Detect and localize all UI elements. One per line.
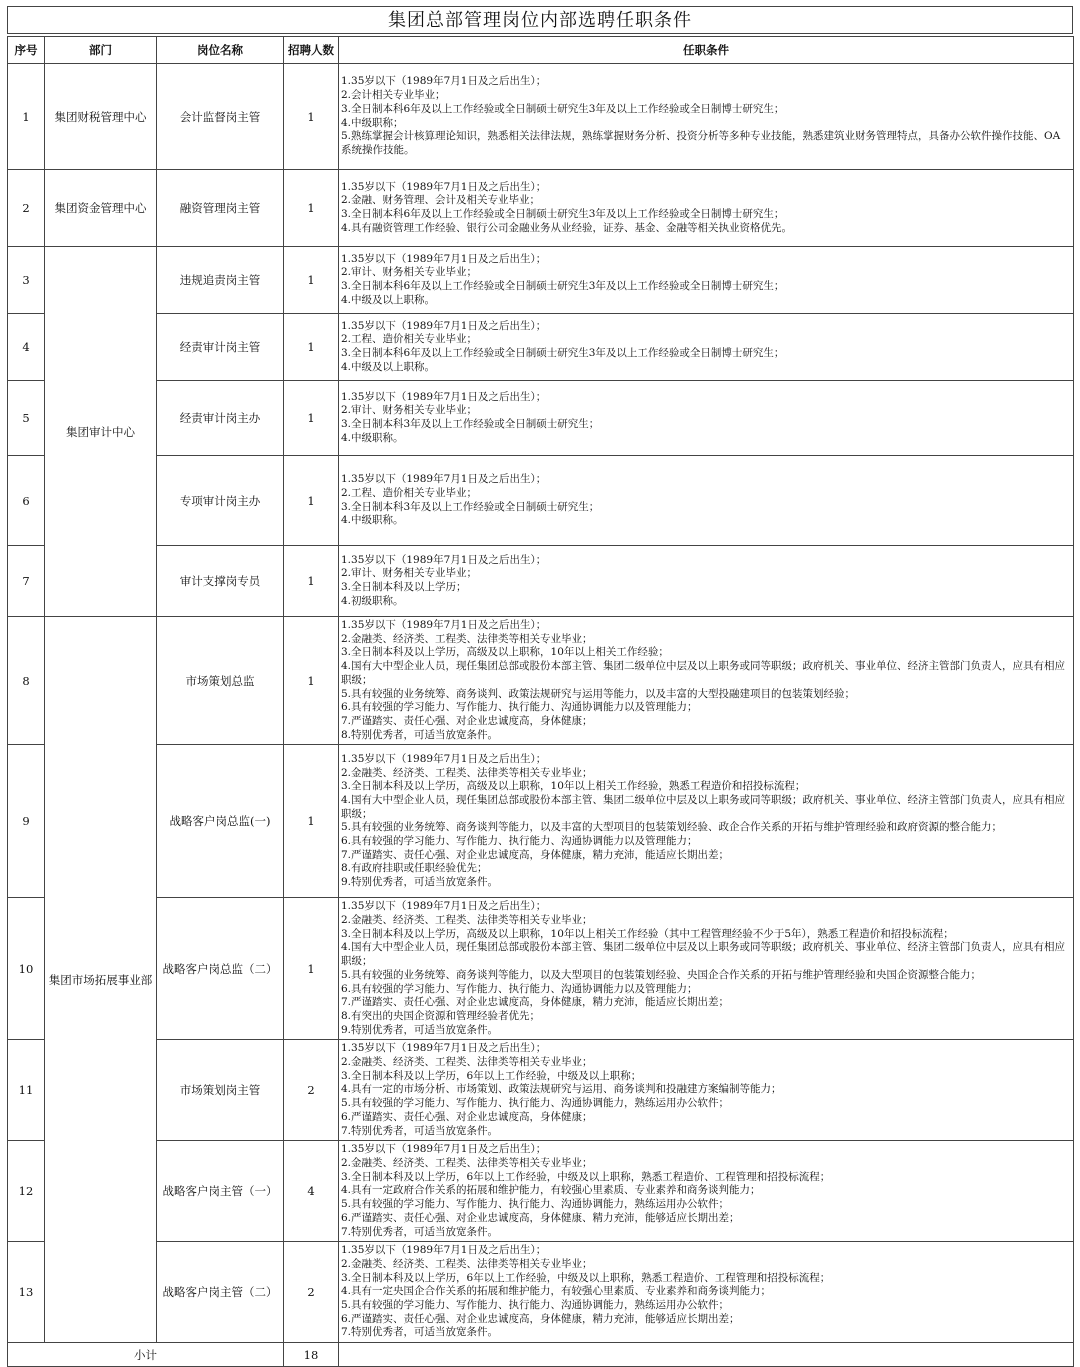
requirement-line: 3.全日制本科3年及以上工作经验或全日制硕士研究生； (341, 418, 600, 430)
requirements-cell (339, 1141, 1074, 1242)
requirement-line: 1.35岁以下（1989年7月1日及之后出生）； (341, 180, 547, 193)
requirement-line: 2.金融类、经济类、工程类、法律类等相关专业毕业； (341, 632, 593, 645)
requirement-line: 1.35岁以下（1989年7月1日及之后出生）； (341, 319, 547, 332)
requirements-cell (339, 898, 1074, 1040)
requirements-cell (339, 170, 1074, 247)
header-department: 部门 (45, 37, 157, 64)
requirement-line: 7.特别优秀者，可适当放宽条件。 (341, 1124, 499, 1137)
requirement-line: 4.中级及以上职称。 (341, 293, 436, 306)
requirement-line: 8.特别优秀者，可适当放宽条件。 (341, 728, 499, 741)
requirement-line: 7.严谨踏实、责任心强、对企业忠诚度高，身体健康，精力充沛，能适应长期出差； (341, 996, 730, 1009)
subtotal-row (8, 1343, 1074, 1367)
department-cell: 集团审计中心 (45, 247, 157, 617)
position-cell: 经责审计岗主办 (157, 381, 284, 456)
position-cell: 战略客户岗总监(一) (157, 745, 284, 898)
requirement-line: 3.全日制本科及以上学历； (341, 581, 467, 593)
position-cell: 市场策划总监 (157, 617, 284, 745)
table-row (8, 314, 1074, 381)
table-row (8, 247, 1074, 314)
requirements-cell (339, 1242, 1074, 1343)
requirement-line: 3.全日制本科及以上学历，6年以上工作经验，中级及以上职称，熟悉工程造价、工程管理和招投标流程； (341, 1170, 831, 1183)
requirement-line: 5.具有较强的业务统筹、商务谈判等能力，以及大型项目的包装策划经验、央国企合作关系的开拓与维护管理经验和央国企资源整合能力； (341, 968, 982, 981)
subtotal-empty (339, 1343, 1074, 1367)
requirement-line: 2.审计、财务相关专业毕业； (341, 266, 478, 279)
header-position: 岗位名称 (157, 37, 284, 64)
requirement-line: 9.特别优秀者，可适当放宽条件。 (341, 1023, 499, 1036)
row-index: 10 (8, 898, 45, 1040)
requirements-cell (339, 381, 1074, 456)
requirement-line: 5.具有较强的业务统筹、商务谈判、政策法规研究与运用等能力，以及丰富的大型投融建项目的包装策划经验； (341, 687, 856, 700)
headcount-cell: 1 (284, 64, 339, 170)
position-cell: 战略客户岗主管（二） (157, 1242, 284, 1343)
row-index: 12 (8, 1141, 45, 1242)
table-row (8, 1040, 1074, 1141)
requirement-line: 8.有突出的央国企资源和管理经验者优先； (341, 1009, 541, 1022)
requirement-line: 4.中级及以上职称。 (341, 360, 436, 373)
position-cell: 融资管理岗主管 (157, 170, 284, 247)
position-cell: 市场策划岗主管 (157, 1040, 284, 1141)
requirement-line: 2.金融、财务管理、会计及相关专业毕业； (341, 194, 541, 207)
requirement-line: 2.金融类、经济类、工程类、法律类等相关专业毕业； (341, 766, 593, 779)
position-cell: 审计支撑岗专员 (157, 546, 284, 617)
requirement-line: 4.具有一定央国企合作关系的拓展和维护能力，有较强心里素质、专业素养和商务谈判能力； (341, 1285, 772, 1298)
requirement-line: 2.工程、造价相关专业毕业； (341, 486, 478, 499)
table-row (8, 456, 1074, 546)
requirement-line: 4.具有一定的市场分析、市场策划、政策法规研究与运用、商务谈判和投融建方案编制等能力； (341, 1083, 782, 1096)
requirement-line: 3.全日制本科及以上学历，高级及以上职称，10年以上相关工作经验（其中工程管理经验不少于5年），熟悉工程造价和招投标流程； (341, 927, 954, 940)
requirement-line: 7.严谨踏实、责任心强、对企业忠诚度高，身体健康； (341, 714, 593, 727)
requirement-line: 2.工程、造价相关专业毕业； (341, 333, 478, 346)
row-index: 4 (8, 314, 45, 381)
table-row (8, 546, 1074, 617)
headcount-cell: 1 (284, 314, 339, 381)
headcount-cell: 1 (284, 381, 339, 456)
table-row (8, 64, 1074, 170)
requirement-line: 3.全日制本科6年及以上工作经验或全日制硕士研究生3年及以上工作经验或全日制博士研究生； (341, 280, 785, 292)
table-row (8, 745, 1074, 898)
requirements-cell (339, 546, 1074, 617)
row-index: 2 (8, 170, 45, 247)
table-row (8, 898, 1074, 1040)
requirements-cell (339, 64, 1074, 170)
table-row (8, 617, 1074, 745)
requirement-line: 4.具有一定政府合作关系的拓展和维护能力，有较强心里素质、专业素养和商务谈判能力； (341, 1184, 761, 1197)
requirement-line: 6.具有较强的学习能力、写作能力、执行能力、沟通协调能力以及管理能力； (341, 835, 698, 848)
table-row (8, 1242, 1074, 1343)
requirements-cell (339, 314, 1074, 381)
header-headcount: 招聘人数 (284, 37, 339, 64)
row-index: 3 (8, 247, 45, 314)
requirement-line: 3.全日制本科3年及以上工作经验或全日制硕士研究生； (341, 500, 600, 513)
requirement-line: 1.35岁以下（1989年7月1日及之后出生）； (341, 473, 547, 486)
position-cell: 违规追责岗主管 (157, 247, 284, 314)
requirement-line: 5.具有较强的学习能力、写作能力、执行能力、沟通协调能力，熟练运用办公软件； (341, 1097, 730, 1110)
department-cell: 集团财税管理中心 (45, 64, 157, 170)
requirement-line: 2.会计相关专业毕业； (341, 89, 446, 102)
requirement-line: 4.中级职称。 (341, 431, 404, 444)
requirement-line: 1.35岁以下（1989年7月1日及之后出生）； (341, 1244, 547, 1257)
requirement-line: 5.具有较强的学习能力、写作能力、执行能力、沟通协调能力，熟练运用办公软件； (341, 1198, 730, 1211)
requirement-line: 8.有政府挂职或任职经验优先； (341, 862, 488, 875)
department-cell: 集团市场拓展事业部 (45, 617, 157, 1343)
requirement-line: 4.国有大中型企业人员，现任集团总部或股份本部主管、集团二级单位中层及以上职务或同等职级；政府机关、事业单位、经济主管部门负责人，应具有相应职级； (341, 660, 1066, 686)
requirement-line: 4.初级职称。 (341, 594, 404, 607)
headcount-cell: 1 (284, 745, 339, 898)
requirement-line: 2.金融类、经济类、工程类、法律类等相关专业毕业； (341, 1257, 593, 1270)
requirements-table (7, 36, 1074, 1367)
requirement-line: 5.熟练掌握会计核算理论知识，熟悉相关法律法规，熟练掌握财务分析、投资分析等多种专业技能，熟悉建筑业财务管理特点，具备办公软件操作技能、OA系统操作技能。 (341, 130, 1061, 156)
requirement-line: 4.国有大中型企业人员，现任集团总部或股份本部主管、集团二级单位中层及以上职务或同等职级；政府机关、事业单位、经济主管部门负责人，应具有相应职级； (341, 941, 1066, 968)
requirement-line: 1.35岁以下（1989年7月1日及之后出生）； (341, 752, 547, 765)
requirement-line: 2.金融类、经济类、工程类、法律类等相关专业毕业； (341, 1056, 593, 1069)
requirements-cell (339, 745, 1074, 898)
requirement-line: 1.35岁以下（1989年7月1日及之后出生）； (341, 1042, 547, 1055)
requirement-line: 3.全日制本科及以上学历，高级及以上职称，10年以上相关工作经验； (341, 646, 669, 659)
requirements-cell (339, 247, 1074, 314)
sheet-title: 集团总部管理岗位内部选聘任职条件 (7, 6, 1073, 34)
header-index: 序号 (8, 37, 45, 64)
headcount-cell: 1 (284, 546, 339, 617)
requirement-line: 5.具有较强的业务统筹、商务谈判等能力，以及丰富的大型项目的包装策划经验、政企合作关系的开拓与维护管理经验和政府资源的整合能力； (341, 821, 1003, 834)
requirement-line: 6.严谨踏实、责任心强、对企业忠诚度高，身体健康； (341, 1110, 593, 1123)
requirement-line: 3.全日制本科6年及以上工作经验或全日制硕士研究生3年及以上工作经验或全日制博士研究生； (341, 102, 785, 115)
requirement-line: 4.国有大中型企业人员，现任集团总部或股份本部主管、集团二级单位中层及以上职务或同等职级；政府机关、事业单位、经济主管部门负责人，应具有相应职级； (341, 793, 1066, 820)
requirement-line: 2.审计、财务相关专业毕业； (341, 567, 478, 580)
headcount-cell: 1 (284, 617, 339, 745)
header-row (8, 37, 1074, 64)
requirement-line: 3.全日制本科6年及以上工作经验或全日制硕士研究生3年及以上工作经验或全日制博士研究生； (341, 347, 785, 359)
subtotal-count: 18 (284, 1343, 339, 1367)
requirement-line: 3.全日制本科及以上学历，高级及以上职称，10年以上相关工作经验，熟悉工程造价和招投标流程； (341, 780, 806, 793)
requirement-line: 6.严谨踏实、责任心强、对企业忠诚度高，身体健康，精力充沛，能够适应长期出差； (341, 1312, 740, 1325)
table-row (8, 1141, 1074, 1242)
requirement-line: 1.35岁以下（1989年7月1日及之后出生）； (341, 553, 547, 566)
table-row (8, 381, 1074, 456)
requirements-cell (339, 456, 1074, 546)
requirements-cell (339, 617, 1074, 745)
requirement-line: 3.全日制本科及以上学历，6年以上工作经验，中级及以上职称； (341, 1069, 642, 1082)
requirement-line: 6.具有较强的学习能力、写作能力、执行能力、沟通协调能力以及管理能力； (341, 701, 698, 714)
table-row (8, 170, 1074, 247)
requirement-line: 4.具有融资管理工作经验、银行公司金融业务从业经验，证券、基金、金融等相关执业资格优先。 (341, 221, 793, 234)
position-cell: 专项审计岗主办 (157, 456, 284, 546)
row-index: 6 (8, 456, 45, 546)
requirement-line: 4.中级职称。 (341, 514, 404, 527)
headcount-cell: 1 (284, 247, 339, 314)
row-index: 11 (8, 1040, 45, 1141)
headcount-cell: 2 (284, 1242, 339, 1343)
recruitment-sheet (7, 6, 1073, 1362)
requirement-line: 1.35岁以下（1989年7月1日及之后出生）； (341, 252, 547, 265)
requirement-line: 5.具有较强的学习能力、写作能力、执行能力、沟通协调能力，熟练运用办公软件； (341, 1299, 730, 1312)
requirement-line: 2.金融类、经济类、工程类、法律类等相关专业毕业； (341, 914, 593, 927)
requirement-line: 1.35岁以下（1989年7月1日及之后出生）； (341, 75, 547, 88)
requirement-line: 3.全日制本科及以上学历，6年以上工作经验，中级及以上职称，熟悉工程造价、工程管理和招投标流程； (341, 1271, 831, 1284)
requirements-cell (339, 1040, 1074, 1141)
headcount-cell: 2 (284, 1040, 339, 1141)
headcount-cell: 1 (284, 456, 339, 546)
requirement-line: 2.审计、财务相关专业毕业； (341, 404, 478, 417)
row-index: 5 (8, 381, 45, 456)
requirement-line: 9.特别优秀者，可适当放宽条件。 (341, 876, 499, 889)
requirement-line: 7.特别优秀者，可适当放宽条件。 (341, 1225, 499, 1238)
requirement-line: 7.严谨踏实、责任心强、对企业忠诚度高，身体健康，精力充沛，能适应长期出差； (341, 848, 730, 861)
department-cell: 集团资金管理中心 (45, 170, 157, 247)
requirement-line: 7.特别优秀者，可适当放宽条件。 (341, 1326, 499, 1339)
header-requirements: 任职条件 (339, 37, 1074, 64)
headcount-cell: 4 (284, 1141, 339, 1242)
requirement-line: 6.严谨踏实、责任心强、对企业忠诚度高，身体健康、精力充沛，能够适应长期出差； (341, 1211, 740, 1224)
requirement-line: 1.35岁以下（1989年7月1日及之后出生）； (341, 390, 547, 403)
requirement-line: 1.35岁以下（1989年7月1日及之后出生）； (341, 619, 547, 631)
requirement-line: 4.中级职称； (341, 116, 404, 129)
position-cell: 战略客户岗主管（一） (157, 1141, 284, 1242)
headcount-cell: 1 (284, 898, 339, 1040)
requirement-line: 3.全日制本科6年及以上工作经验或全日制硕士研究生3年及以上工作经验或全日制博士研究生； (341, 208, 785, 220)
position-cell: 经责审计岗主管 (157, 314, 284, 381)
row-index: 8 (8, 617, 45, 745)
row-index: 13 (8, 1242, 45, 1343)
row-index: 9 (8, 745, 45, 898)
row-index: 1 (8, 64, 45, 170)
requirement-line: 2.金融类、经济类、工程类、法律类等相关专业毕业； (341, 1156, 593, 1169)
position-cell: 战略客户岗总监（二） (157, 898, 284, 1040)
row-index: 7 (8, 546, 45, 617)
subtotal-label: 小计 (8, 1343, 284, 1367)
headcount-cell: 1 (284, 170, 339, 247)
requirement-line: 1.35岁以下（1989年7月1日及之后出生）； (341, 1143, 547, 1156)
requirement-line: 6.具有较强的学习能力、写作能力、执行能力、沟通协调能力以及管理能力； (341, 982, 698, 995)
requirement-line: 1.35岁以下（1989年7月1日及之后出生）； (341, 900, 547, 913)
position-cell: 会计监督岗主管 (157, 64, 284, 170)
